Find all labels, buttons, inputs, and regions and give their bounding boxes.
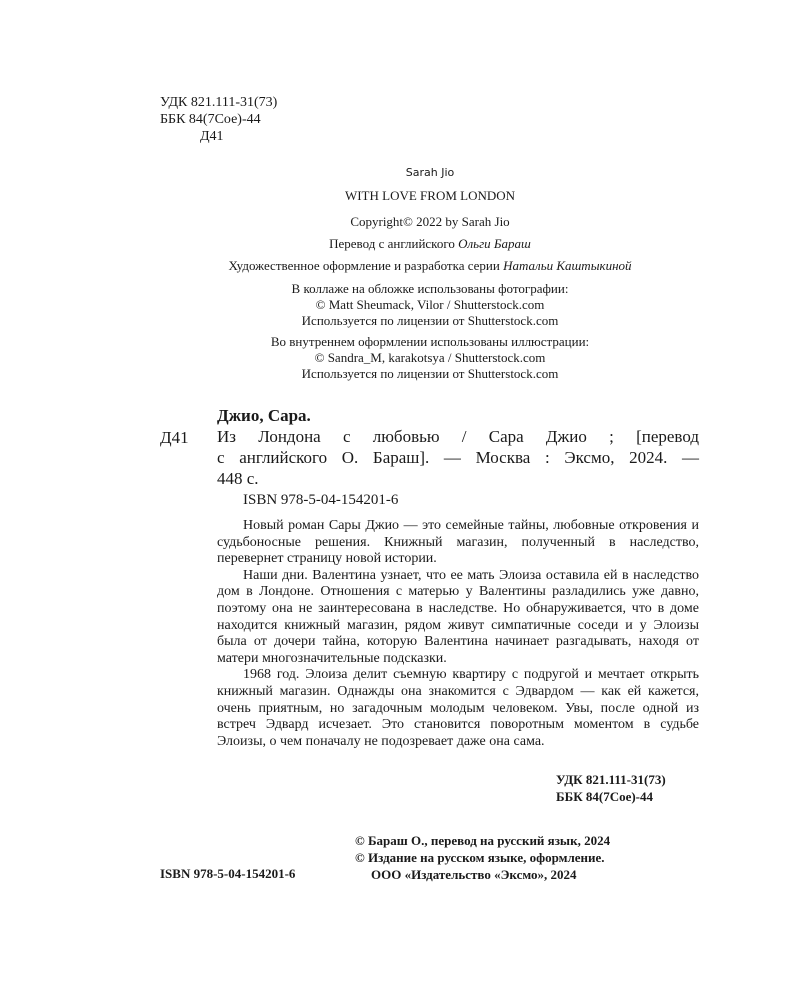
copyright-notices [355, 832, 610, 883]
udk-code: УДК 821.111-31(73) [556, 772, 666, 787]
designer-name: Натальи Каштыкиной [503, 258, 632, 273]
translation-credit: Перевод с английского Ольги Бараш [329, 236, 531, 251]
design-credit: Художественное оформление и разработка серии Натальи Каштыкиной [228, 258, 632, 273]
bibliographic-reference: Из Лондона с любовью / Сара Джио ; [перевод с английского О. Бараш]. — Москва : Эксмо, 2024. — 448 с. [217, 427, 699, 488]
annotation-paragraph: Наши дни. Валентина узнает, что ее мать Элоиза оставила ей в наследство дом в Лондоне. Отношения с матерью у Валентины разладились уже давно, поэтому она не заинтересована в наследстве. Но обнаруживается, что в доме находится книжный магазин, рядом живут симпатичные соседи и у Элоизы была от дочери тайна, которую Валентина начинает разгадывать, находя от матери многозначительные подсказки. [217, 567, 699, 666]
copyright-line: ООО «Издательство «Эксмо», 2024 [371, 867, 577, 882]
original-title: WITH LOVE FROM LONDON [344, 188, 516, 203]
bbk-code: ББК 84(7Сое)-44 [556, 789, 654, 804]
isbn-bottom: ISBN 978-5-04-154201-6 [160, 866, 296, 881]
annotation-paragraph: 1968 год. Элоиза делит съемную квартиру с подругой и мечтает открыть книжный магазин. Однажды она знакомится с Эдвардом — как ей кажется, очень приятным, но загадочным молодым человеком. Увы, после одной из встреч Эдвард исчезает. Это становится поворотным моментом в судьбе Элоизы, о чем поначалу не подозревает даже она сама. [217, 667, 699, 749]
original-author: Sarah Jio [405, 166, 455, 179]
catalog-author: Джио, Сара. [217, 406, 311, 425]
udk-code: УДК 821.111-31(73) [160, 95, 278, 110]
bbk-code: ББК 84(7Сое)-44 [160, 112, 261, 127]
cover-photo-credits: В коллаже на обложке использованы фотографии: © Matt Sheumack, Vilor / Shutterstock.com Используется по лицензии от Shutterstock.com [291, 281, 569, 328]
author-mark: Д41 [200, 129, 224, 144]
classification-codes [160, 94, 277, 145]
annotation-paragraph: Новый роман Сары Джио — это семейные тайны, любовные откровения и судьбоносные решения. Книжный магазин, полученный в наследство, перевернет страницу новой истории. [217, 518, 699, 567]
interior-illustration-credits: Во внутреннем оформлении использованы иллюстрации: © Sandra_M, karakotsya / Shutterstock.com Используется по лицензии от Shutterstock.com [270, 334, 590, 381]
catalog-index: Д41 [160, 428, 189, 447]
copyright-line: © Бараш О., перевод на русский язык, 2024 [355, 833, 611, 848]
copyright-line: © Издание на русском языке, оформление. [355, 850, 605, 865]
bottom-classification-codes [556, 771, 666, 805]
original-copyright: Copyright© 2022 by Sarah Jio [350, 214, 510, 229]
book-annotation [217, 518, 699, 750]
translator-name: Ольги Бараш [458, 236, 531, 251]
catalog-isbn: ISBN 978-5-04-154201-6 [243, 492, 399, 508]
